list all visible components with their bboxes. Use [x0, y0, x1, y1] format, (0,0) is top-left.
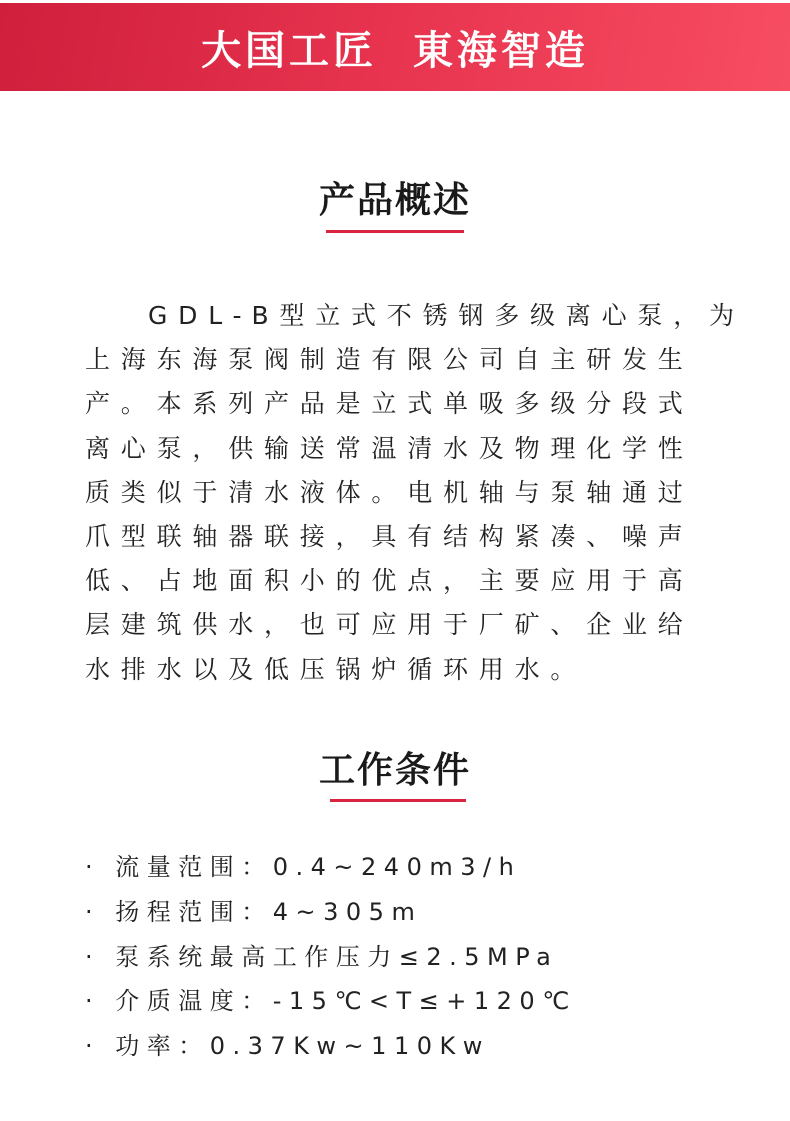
paragraph-line: 产。本系列产品是立式单吸多级分段式 — [85, 389, 694, 419]
conditions-underline — [330, 799, 466, 802]
list-item: · 扬程范围：4~305m — [85, 897, 423, 926]
list-item: · 介质温度：-15℃<T≤+120℃ — [85, 987, 577, 1016]
paragraph-line: GDL-B型立式不锈钢多级离心泵，为 — [148, 301, 745, 330]
overview-heading: 产品概述 — [318, 180, 471, 221]
paragraph-line: 质类似于清水液体。电机轴与泵轴通过 — [85, 477, 694, 507]
paragraph-line: 水排水以及低压锅炉循环用水。 — [85, 654, 587, 684]
overview-paragraph — [85, 294, 745, 692]
paragraph-line: 低、占地面积小的优点，主要应用于高 — [85, 566, 694, 596]
list-item: · 流量范围：0.4~240m3/h — [85, 853, 522, 881]
list-item: · 功率：0.37Kw~110Kw — [85, 1032, 490, 1061]
banner-title: 大国工匠 東海智造 — [201, 27, 589, 74]
conditions-heading: 工作条件 — [318, 750, 471, 791]
brand-banner — [0, 3, 790, 91]
paragraph-line: 上海东海泵阀制造有限公司自主研发生 — [85, 345, 694, 375]
paragraph-line: 爪型联轴器联接，具有结构紧凑、噪声 — [85, 521, 694, 551]
overview-underline — [326, 230, 464, 233]
list-item: · 泵系统最高工作压力≤2.5MPa — [85, 942, 559, 971]
conditions-list — [85, 845, 577, 1069]
paragraph-line: 层建筑供水，也可应用于厂矿、企业给 — [85, 610, 694, 640]
paragraph-line: 离心泵，供输送常温清水及物理化学性 — [85, 433, 694, 463]
